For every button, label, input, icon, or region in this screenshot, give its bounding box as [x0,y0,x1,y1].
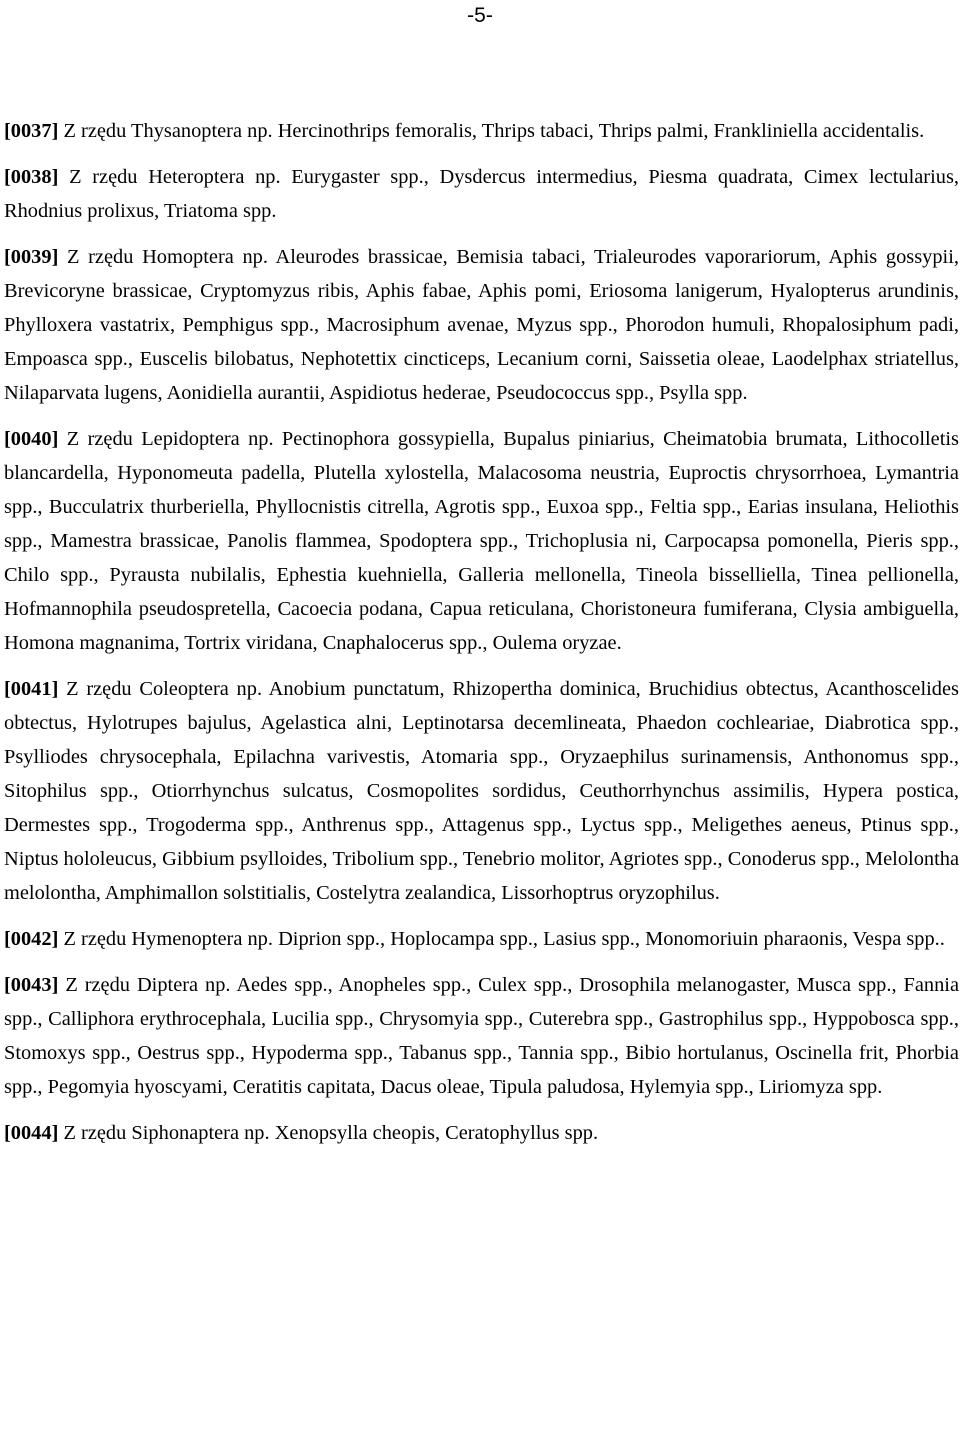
paragraph-number: [0039] [4,246,59,268]
paragraph-text: Z rzędu Homoptera np. Aleurodes brassicae, Bemisia tabaci, Trialeurodes vaporariorum, Aphis gossypii, Brevicoryne brassicae, Cryptomyzus ribis, Aphis fabae, Aphis pomi, Eriosoma lanigerum, Hyalopterus arundinis, Phylloxera vastatrix, Pemphigus spp., Macrosiphum avenae, Myzus spp., Phorodon humuli, Rhopalosiphum padi, Empoasca spp., Euscelis bilobatus, Nephotettix cincticeps, Lecanium corni, Saissetia oleae, Laodelphax striatellus, Nilaparvata lugens, Aonidiella aurantii, Aspidiotus hederae, Pseudococcus spp., Psylla spp. [4,246,959,404]
paragraph-text: Z rzędu Thysanoptera np. Hercinothrips femoralis, Thrips tabaci, Thrips palmi, Frankliniella accidentalis. [63,120,925,142]
paragraph-0042 [4,922,959,956]
paragraph-0037 [4,114,959,148]
paragraph-text: Z rzędu Lepidoptera np. Pectinophora gossypiella, Bupalus piniarius, Cheimatobia brumata, Lithocolletis blancardella, Hyponomeuta padella, Plutella xylostella, Malacosoma neustria, Euproctis chrysorrhoea, Lymantria spp., Bucculatrix thurberiella, Phyllocnistis citrella, Agrotis spp., Euxoa spp., Feltia spp., Earias insulana, Heliothis spp., Mamestra brassicae, Panolis flammea, Spodoptera spp., Trichoplusia ni, Carpocapsa pomonella, Pieris spp., Chilo spp., Pyrausta nubilalis, Ephestia kuehniella, Galleria mellonella, Tineola bisselliella, Tinea pellionella, Hofmannophila pseudospretella, Cacoecia podana, Capua reticulana, Choristoneura fumiferana, Clysia ambiguella, Homona magnanima, Tortrix viridana, Cnaphalocerus spp., Oulema oryzae. [4,428,959,654]
paragraph-number: [0038] [4,166,59,188]
paragraph-number: [0037] [4,120,59,142]
paragraph-0040 [4,422,959,660]
paragraph-number: [0040] [4,428,59,450]
paragraph-0039 [4,240,959,410]
paragraph-number: [0044] [4,1122,59,1144]
page-number: -5- [467,4,493,27]
paragraph-text: Z rzędu Hymenoptera np. Diprion spp., Hoplocampa spp., Lasius spp., Monomoriuin pharaonis, Vespa spp.. [63,928,945,950]
paragraph-text: Z rzędu Diptera np. Aedes spp., Anopheles spp., Culex spp., Drosophila melanogaster, Musca spp., Fannia spp., Calliphora erythrocephala, Lucilia spp., Chrysomyia spp., Cuterebra spp., Gastrophilus spp., Hyppobosca spp., Stomoxys spp., Oestrus spp., Hypoderma spp., Tabanus spp., Tannia spp., Bibio hortulanus, Oscinella frit, Phorbia spp., Pegomyia hyoscyami, Ceratitis capitata, Dacus oleae, Tipula paludosa, Hylemyia spp., Liriomyza spp. [4,974,959,1098]
paragraph-number: [0041] [4,678,59,700]
paragraph-number: [0043] [4,974,59,996]
paragraph-text: Z rzędu Heteroptera np. Eurygaster spp., Dysdercus intermedius, Piesma quadrata, Cimex lectularius, Rhodnius prolixus, Triatoma spp. [4,166,959,222]
paragraph-0041 [4,672,959,910]
paragraph-0044 [4,1116,959,1150]
paragraph-0038 [4,160,959,228]
paragraph-text: Z rzędu Coleoptera np. Anobium punctatum, Rhizopertha dominica, Bruchidius obtectus, Acanthoscelides obtectus, Hylotrupes bajulus, Agelastica alni, Leptinotarsa decemlineata, Phaedon cochleariae, Diabrotica spp., Psylliodes chrysocephala, Epilachna varivestis, Atomaria spp., Oryzaephilus surinamensis, Anthonomus spp., Sitophilus spp., Otiorrhynchus sulcatus, Cosmopolites sordidus, Ceuthorrhynchus assimilis, Hypera postica, Dermestes spp., Trogoderma spp., Anthrenus spp., Attagenus spp., Lyctus spp., Meligethes aeneus, Ptinus spp., Niptus hololeucus, Gibbium psylloides, Tribolium spp., Tenebrio molitor, Agriotes spp., Conoderus spp., Melolontha melolontha, Amphimallon solstitialis, Costelytra zealandica, Lissorhoptrus oryzophilus. [4,678,959,904]
paragraph-text: Z rzędu Siphonaptera np. Xenopsylla cheopis, Ceratophyllus spp. [63,1122,599,1144]
paragraph-number: [0042] [4,928,59,950]
document-body [4,114,959,1162]
paragraph-0043 [4,968,959,1104]
